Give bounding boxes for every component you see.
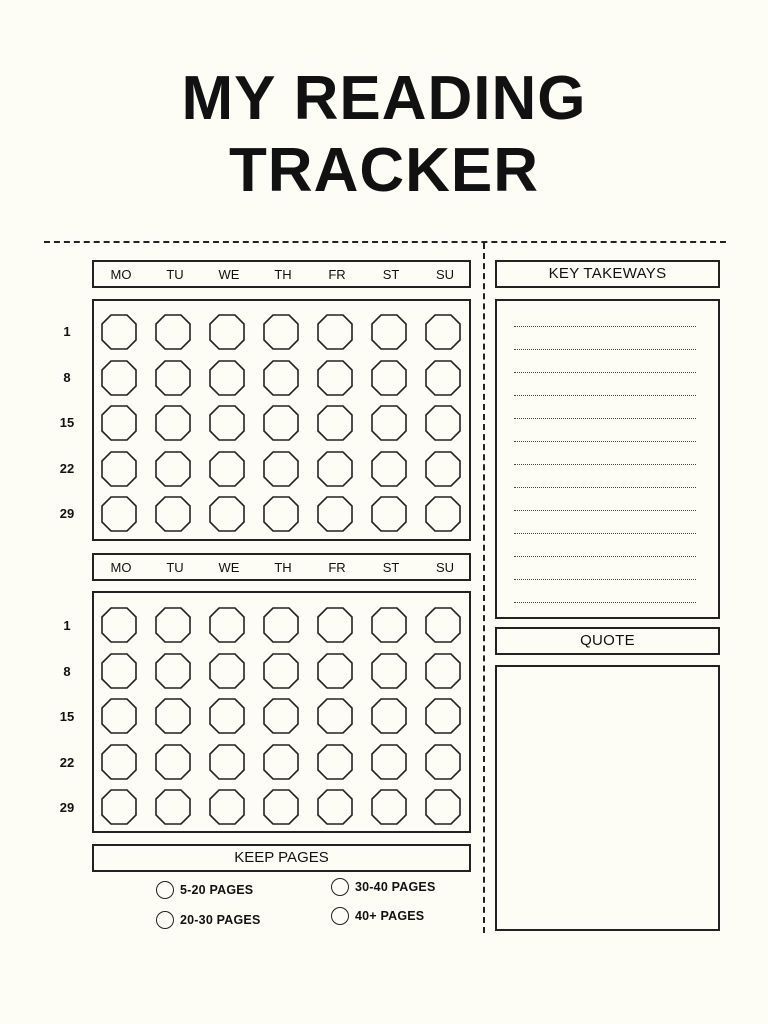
legend-label: 20-30 PAGES (180, 913, 261, 927)
day-cell[interactable] (209, 698, 245, 734)
row-label: 29 (59, 800, 75, 815)
day-cell[interactable] (371, 496, 407, 532)
day-cell[interactable] (101, 360, 137, 396)
day-cell[interactable] (209, 360, 245, 396)
writing-line (514, 487, 696, 488)
day-cell[interactable] (425, 744, 461, 780)
day-cell[interactable] (317, 789, 353, 825)
day-cell[interactable] (371, 405, 407, 441)
day-cell[interactable] (101, 405, 137, 441)
day-cell[interactable] (317, 360, 353, 396)
day-cell[interactable] (425, 451, 461, 487)
day-cell[interactable] (101, 653, 137, 689)
weekday-header-2 (92, 553, 471, 581)
legend-label: 30-40 PAGES (355, 880, 436, 894)
day-cell[interactable] (263, 314, 299, 350)
day-cell[interactable] (371, 698, 407, 734)
day-cell[interactable] (101, 744, 137, 780)
day-cell[interactable] (155, 360, 191, 396)
row-label: 8 (63, 663, 71, 679)
row-label: 1 (63, 324, 71, 339)
day-cell[interactable] (317, 607, 353, 643)
key-takeaways-box[interactable] (495, 299, 720, 619)
day-cell[interactable] (317, 744, 353, 780)
writing-line (514, 349, 696, 350)
day-cell[interactable] (155, 314, 191, 350)
day-cell[interactable] (155, 607, 191, 643)
keep-pages-header (92, 844, 471, 872)
weekday-su: SU (435, 560, 455, 575)
legend-30-40[interactable] (331, 878, 435, 896)
day-cell[interactable] (317, 451, 353, 487)
circle-checkbox[interactable] (156, 881, 174, 899)
day-cell[interactable] (101, 314, 137, 350)
day-cell[interactable] (263, 496, 299, 532)
day-cell[interactable] (155, 698, 191, 734)
day-cell[interactable] (101, 607, 137, 643)
day-cell[interactable] (101, 496, 137, 532)
title-line-1: MY READING (181, 64, 587, 133)
day-cell[interactable] (263, 405, 299, 441)
weekday-mo: MO (110, 267, 132, 282)
row-label: 1 (63, 618, 71, 633)
weekday-st: ST (382, 267, 400, 282)
day-cell[interactable] (371, 360, 407, 396)
day-cell[interactable] (317, 698, 353, 734)
day-cell[interactable] (425, 314, 461, 350)
day-cell[interactable] (263, 698, 299, 734)
legend-label: 5-20 PAGES (180, 883, 254, 897)
day-cell[interactable] (371, 653, 407, 689)
horizontal-divider (44, 241, 726, 243)
day-cell[interactable] (317, 653, 353, 689)
day-cell[interactable] (155, 653, 191, 689)
legend-20-30[interactable] (156, 911, 260, 929)
title-line-2: TRACKER (228, 136, 540, 205)
day-cell[interactable] (317, 405, 353, 441)
keep-pages-label: KEEP PAGES (234, 849, 329, 866)
weekday-we: WE (218, 267, 240, 282)
weekday-su: SU (435, 267, 455, 282)
day-cell[interactable] (317, 314, 353, 350)
day-cell[interactable] (209, 607, 245, 643)
weekday-tu: TU (166, 560, 184, 575)
row-label: 15 (59, 709, 75, 724)
day-cell[interactable] (371, 451, 407, 487)
day-cell[interactable] (371, 789, 407, 825)
quote-label: QUOTE (580, 632, 635, 649)
writing-line (514, 556, 696, 557)
row-label: 29 (59, 506, 75, 521)
writing-line (514, 372, 696, 373)
day-cell[interactable] (209, 314, 245, 350)
day-cell[interactable] (425, 607, 461, 643)
writing-line (514, 441, 696, 442)
quote-box[interactable] (495, 665, 720, 931)
weekday-th: TH (274, 560, 292, 575)
day-cell[interactable] (155, 789, 191, 825)
writing-line (514, 395, 696, 396)
day-cell[interactable] (155, 744, 191, 780)
row-label: 22 (59, 460, 75, 476)
legend-40-plus[interactable] (331, 907, 424, 925)
day-cell[interactable] (155, 405, 191, 441)
row-label: 22 (59, 754, 75, 770)
weekday-th: TH (274, 267, 292, 282)
day-cell[interactable] (155, 451, 191, 487)
writing-line (514, 510, 696, 511)
day-cell[interactable] (209, 789, 245, 825)
day-cell[interactable] (209, 496, 245, 532)
day-cell[interactable] (263, 451, 299, 487)
row-label: 8 (63, 369, 71, 385)
day-cell[interactable] (263, 653, 299, 689)
day-cell[interactable] (371, 744, 407, 780)
day-cell[interactable] (371, 607, 407, 643)
day-cell[interactable] (425, 405, 461, 441)
day-cell[interactable] (101, 698, 137, 734)
day-cell[interactable] (209, 451, 245, 487)
weekday-we: WE (218, 560, 240, 575)
day-cell[interactable] (425, 789, 461, 825)
day-cell[interactable] (425, 360, 461, 396)
day-cell[interactable] (425, 698, 461, 734)
writing-line (514, 533, 696, 534)
circle-checkbox[interactable] (156, 911, 174, 929)
day-cell[interactable] (263, 789, 299, 825)
weekday-fr: FR (328, 267, 346, 282)
day-cell[interactable] (101, 789, 137, 825)
writing-line (514, 418, 696, 419)
writing-line (514, 602, 696, 603)
weekday-fr: FR (328, 560, 346, 575)
vertical-divider (483, 243, 485, 933)
day-cell[interactable] (263, 607, 299, 643)
weekday-tu: TU (166, 267, 184, 282)
key-takeaways-header (495, 260, 720, 288)
day-cell[interactable] (209, 405, 245, 441)
writing-line (514, 579, 696, 580)
weekday-st: ST (382, 560, 400, 575)
quote-header (495, 627, 720, 655)
weekday-header-1 (92, 260, 471, 288)
row-label: 15 (59, 415, 75, 430)
legend-label: 40+ PAGES (355, 909, 425, 923)
circle-checkbox[interactable] (331, 878, 349, 896)
day-cell[interactable] (425, 496, 461, 532)
day-cell[interactable] (371, 314, 407, 350)
weekday-mo: MO (110, 560, 132, 575)
day-cell[interactable] (209, 653, 245, 689)
day-cell[interactable] (317, 496, 353, 532)
day-cell[interactable] (425, 653, 461, 689)
day-cell[interactable] (263, 360, 299, 396)
key-takeaways-label: KEY TAKEWAYS (548, 265, 667, 282)
circle-checkbox[interactable] (331, 907, 349, 925)
writing-line (514, 464, 696, 465)
day-cell[interactable] (263, 744, 299, 780)
legend-5-20[interactable] (156, 881, 253, 899)
day-cell[interactable] (155, 496, 191, 532)
day-cell[interactable] (101, 451, 137, 487)
day-cell[interactable] (209, 744, 245, 780)
writing-line (514, 326, 696, 327)
